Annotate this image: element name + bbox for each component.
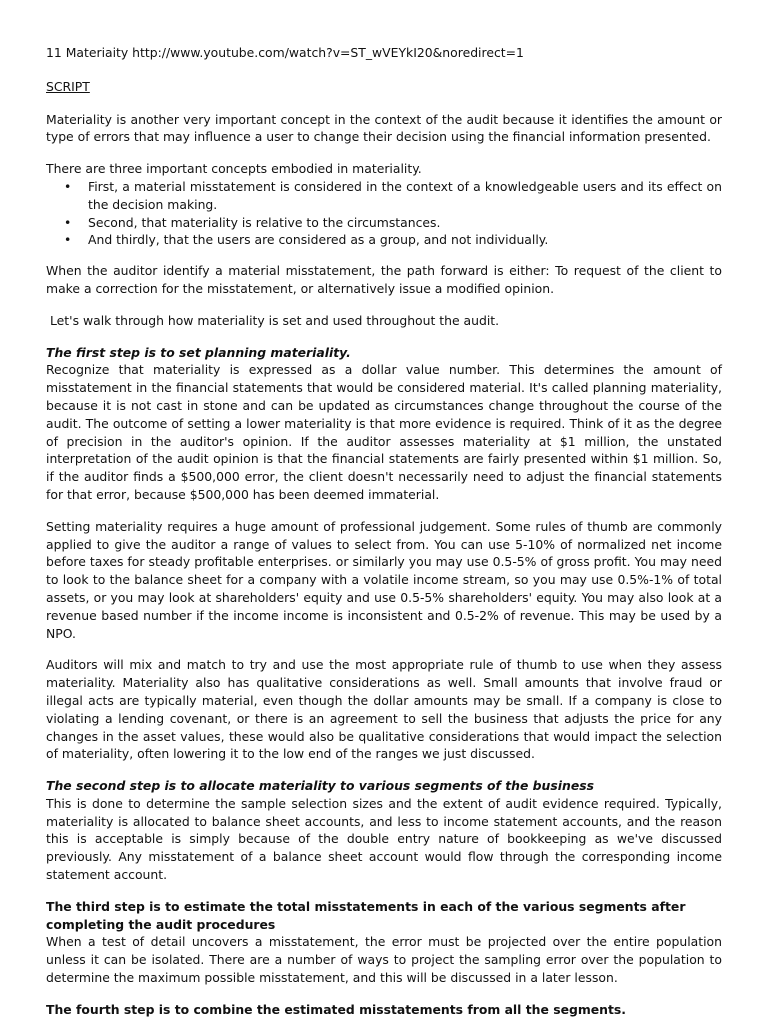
step3-heading: The third step is to estimate the total misstatements in each of the various segments after completing the audit procedures bbox=[46, 898, 686, 932]
step2-body: This is done to determine the sample selection sizes and the extent of audit evidence required. Typically, materiality is allocated to balance sheet accounts, and less to income statement accounts, and the reason this is acceptable is simply because of the double entry nature of bookkeeping as we've discussed previously. Any misstatement of a balance sheet account would flow through the corresponding income statement account. bbox=[46, 795, 722, 883]
list-item-text: And thirdly, that the users are considered as a group, and not individually. bbox=[88, 232, 549, 248]
concepts-lead-paragraph: There are three important concepts embodied in materiality. bbox=[46, 161, 422, 177]
concepts-list bbox=[46, 178, 722, 249]
step4-heading: The fourth step is to combine the estimated misstatements from all the segments. bbox=[46, 1001, 626, 1017]
auditor-path-paragraph: When the auditor identify a material misstatement, the path forward is either: To request of the client to make a correction for the misstatement, or alternatively issue a modified opinion. bbox=[46, 263, 722, 296]
step1-body: Recognize that materiality is expressed as a dollar value number. This determines the amount of misstatement in the financial statements that would be considered material. It's called planning materiality, because it is not cast in stone and can be updated as circumstances change throughout the course of the audit. The outcome of setting a lower materiality is that more evidence is required. Think of it as the degree of precision in the auditor's opinion. If the auditor assesses materiality at $1 million, the unstated interpretation of the audit opinion is that the financial statements are fairly presented within $1 million. So, if the auditor finds a $500,000 error, the client doesn't necessarily need to adjust the financial statements for that error, because $500,000 has been deemed immaterial. bbox=[46, 362, 722, 502]
step1-heading: The first step is to set planning materiality. bbox=[46, 344, 351, 360]
list-item bbox=[64, 231, 722, 249]
list-item-text: Second, that materiality is relative to the circumstances. bbox=[88, 214, 441, 230]
script-label: SCRIPT bbox=[46, 78, 90, 94]
list-item-text: First, a material misstatement is considered in the context of a knowledgeable users and its effect on the decision making. bbox=[88, 178, 722, 212]
walk-through-paragraph: Let's walk through how materiality is set and used throughout the audit. bbox=[50, 312, 500, 328]
list-item bbox=[64, 214, 722, 232]
bullet-icon: • bbox=[64, 232, 72, 248]
document-header: 11 Materiaity http://www.youtube.com/watch?v=ST_wVEYkI20&noredirect=1 bbox=[46, 45, 524, 60]
list-item bbox=[64, 178, 722, 214]
step3-body: When a test of detail uncovers a misstatement, the error must be projected over the entire population unless it can be isolated. There are a number of ways to project the sampling error over the population to determine the maximum possible misstatement, and this will be discussed in a later lesson. bbox=[46, 934, 722, 986]
step2-heading: The second step is to allocate materiality to various segments of the business bbox=[46, 778, 594, 794]
rules-of-thumb-paragraph: Setting materiality requires a huge amount of professional judgement. Some rules of thumb are commonly applied to give the auditor a range of values to select from. You can use 5-10% of normalized net income before taxes for steady profitable enterprises. or similarly you may use 0.5-5% of gross profit. You may need to look to the balance sheet for a company with a volatile income stream, so you may use 0.5%-1% of total assets, or you may look at shareholders' equity and use 0.5-5% shareholders' equity. You may also look at a revenue based number if the income income is inconsistent and 0.5-2% of revenue. This may be used by a NPO. bbox=[46, 518, 722, 641]
intro-paragraph: Materiality is another very important concept in the context of the audit because it identifies the amount or type of errors that may influence a user to change their decision using the financial information presented. bbox=[46, 111, 722, 145]
bullet-icon: • bbox=[64, 214, 72, 230]
qualitative-paragraph: Auditors will mix and match to try and use the most appropriate rule of thumb to use when they assess materiality. Materiality also has qualitative considerations as well. Small amounts that involve fraud or illegal acts are typically material, even though the dollar amounts may be small. If a company is close to violating a lending covenant, or there is an agreement to sell the business that adjusts the price for any changes in the asset values, these would also be qualitative considerations that would impact the selection of materiality, often lowering it to the low end of the ranges we just discussed. bbox=[46, 657, 722, 762]
bullet-icon: • bbox=[64, 178, 72, 194]
